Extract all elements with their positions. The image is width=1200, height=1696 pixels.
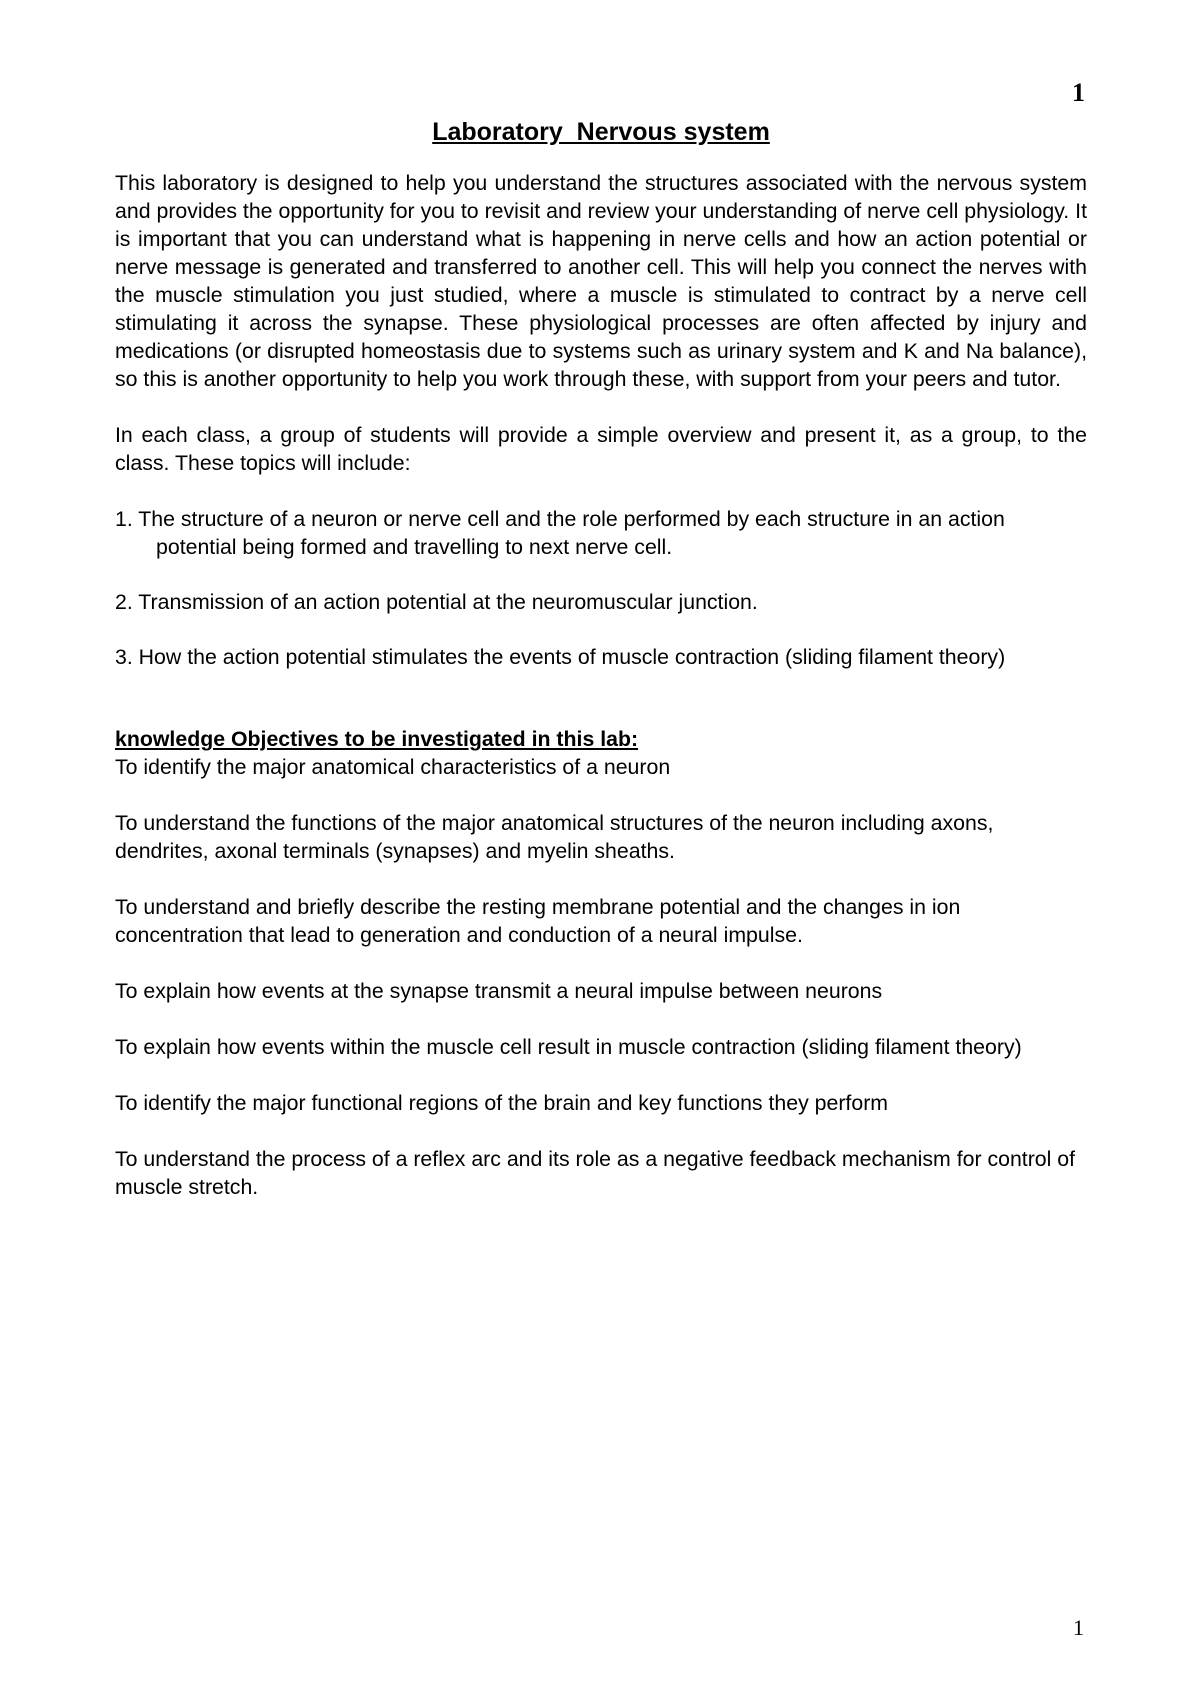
topic-item: 2. Transmission of an action potential at the neuromuscular junction. (115, 590, 758, 614)
page-number-bottom: 1 (1073, 1615, 1084, 1640)
objective-item: To understand and briefly describe the resting membrane potential and the changes in ion concentration that lead to generation and conduction of a neural impulse. (115, 895, 961, 947)
intro-paragraph: This laboratory is designed to help you understand the structures associated with the nervous system and provides the opportunity for you to revisit and review your understanding of nerve cell physiology. It is important that you can understand what is happening in nerve cells and how an action potential or nerve message is generated and transferred to another cell. This will help you connect the nerves with the muscle stimulation you just studied, where a muscle is stimulated to contract by a nerve cell stimulating it across the synapse. These physiological processes are often affected by injury and medications (or disrupted homeostasis due to systems such as urinary system and K and Na balance), so this is another opportunity to help you work through these, with support from your peers and tutor. (115, 171, 1087, 391)
objective-item: To explain how events within the muscle cell result in muscle contraction (sliding filament theory) (115, 1035, 1022, 1059)
objective-item: To understand the functions of the major anatomical structures of the neuron including axons, dendrites, axonal terminals (synapses) and myelin sheaths. (115, 811, 994, 863)
page-number-top: 1 (1072, 78, 1085, 107)
objective-item: To identify the major functional regions of the brain and key functions they perform (115, 1091, 889, 1115)
objective-item: To understand the process of a reflex arc and its role as a negative feedback mechanism for control of muscle stretch. (115, 1147, 1076, 1199)
objectives-heading: knowledge Objectives to be investigated in this lab: (115, 727, 639, 751)
group-intro-paragraph: In each class, a group of students will provide a simple overview and present it, as a group, to the class. These topics will include: (115, 423, 1087, 475)
page-title: Laboratory Nervous system (432, 118, 770, 146)
topic-item: 1. The structure of a neuron or nerve cell and the role performed by each structure in an action potential being formed and travelling to next nerve cell. (115, 507, 1005, 559)
objective-item: To identify the major anatomical characteristics of a neuron (115, 755, 671, 779)
objective-item: To explain how events at the synapse transmit a neural impulse between neurons (115, 979, 883, 1003)
topic-item: 3. How the action potential stimulates the events of muscle contraction (sliding filament theory) (115, 645, 1006, 669)
page-content (115, 118, 1087, 1229)
